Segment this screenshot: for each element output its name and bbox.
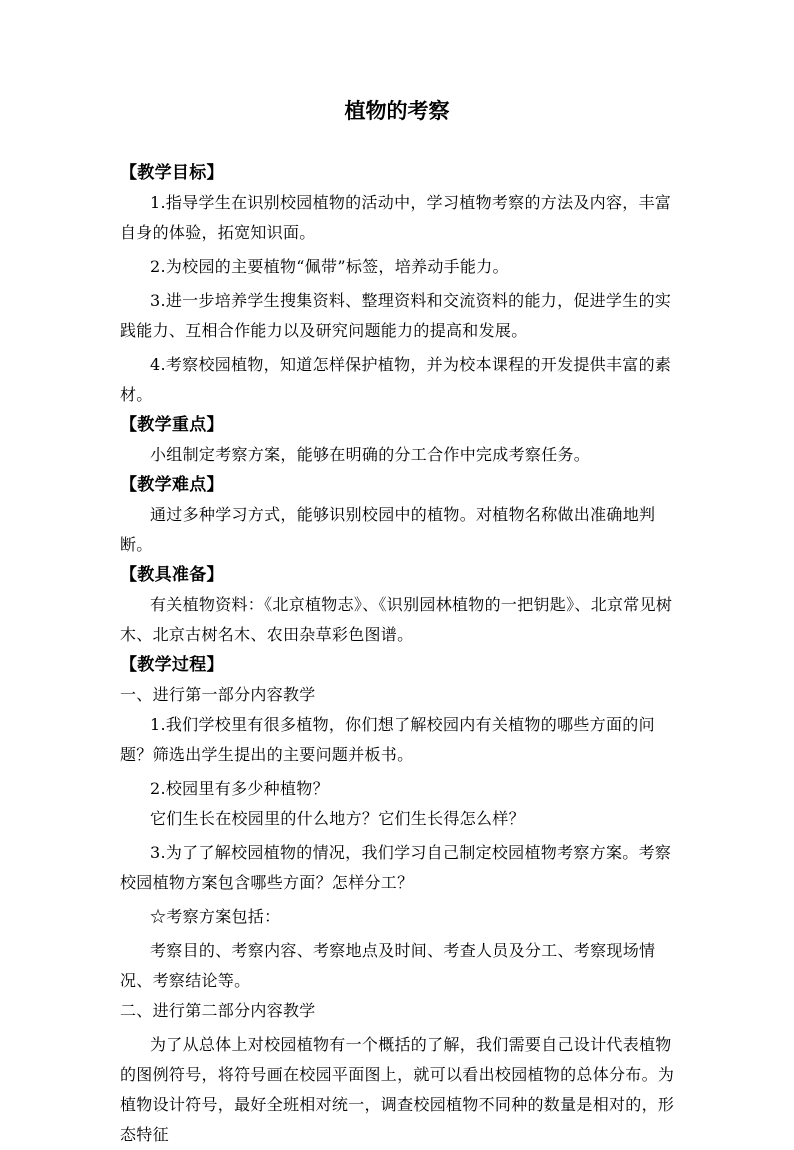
goal-item: 3.进一步培养学生搜集资料、整理资料和交流资料的能力，促进学生的实践能力、互相合作能力以及研究问题能力的提高和发展。 (120, 291, 672, 340)
goal-item: 2.为校园的主要植物“佩带”标签，培养动手能力。 (150, 257, 509, 276)
part1-heading: 一、进行第一部分内容教学 (120, 685, 316, 704)
part1-paragraph: 它们生长在校园里的什么地方？它们生长得怎么样？ (150, 809, 525, 828)
part1-paragraph: ☆考察方案包括： (150, 907, 281, 926)
difficulties-text: 通过多种学习方式，能够识别校园中的植物。对植物名称做出准确地判断。 (120, 505, 656, 554)
document-body (120, 158, 680, 1150)
goal-item: 4.考察校园植物，知道怎样保护植物，并为校本课程的开发提供丰富的素材。 (120, 355, 672, 404)
process-heading: 【教学过程】 (120, 655, 224, 675)
materials-text: 有关植物资料：《北京植物志》、《识别园林植物的一把钥匙》、北京常见树木、北京古树名木、农田杂草彩色图谱。 (120, 595, 673, 644)
part1-paragraph: 考察目的、考察内容、考察地点及时间、考查人员及分工、考察现场情况、考察结论等。 (120, 941, 656, 990)
part2-heading: 二、进行第二部分内容教学 (120, 1001, 316, 1020)
page-title: 植物的考察 (344, 98, 450, 123)
goal-item: 1.指导学生在识别校园植物的活动中，学习植物考察的方法及内容，丰富自身的体验，拓宽知识面。 (120, 193, 672, 242)
part1-paragraph: 2.校园里有多少种植物？ (150, 779, 329, 798)
key-points-heading: 【教学重点】 (120, 415, 224, 435)
key-points-text: 小组制定考察方案，能够在明确的分工合作中完成考察任务。 (150, 445, 591, 464)
part1-paragraph: 1.我们学校里有很多植物，你们想了解校园内有关植物的哪些方面的问题？筛选出学生提出的主要问题并板书。 (120, 715, 655, 764)
difficulties-heading: 【教学难点】 (120, 475, 224, 495)
goals-heading: 【教学目标】 (120, 163, 224, 183)
materials-heading: 【教具准备】 (120, 565, 224, 585)
part2-paragraph: 为了从总体上对校园植物有一个概括的了解，我们需要自己设计代表植物的图例符号，将符号画在校园平面图上，就可以看出校园植物的总体分布。为植物设计符号，最好全班相对统一，调查校园植物不同种的数量是相对的，形态特征 (120, 1035, 675, 1144)
part1-paragraph: 3.为了了解校园植物的情况，我们学习自己制定校园植物考察方案。考察校园植物方案包含哪些方面？怎样分工？ (120, 843, 672, 892)
